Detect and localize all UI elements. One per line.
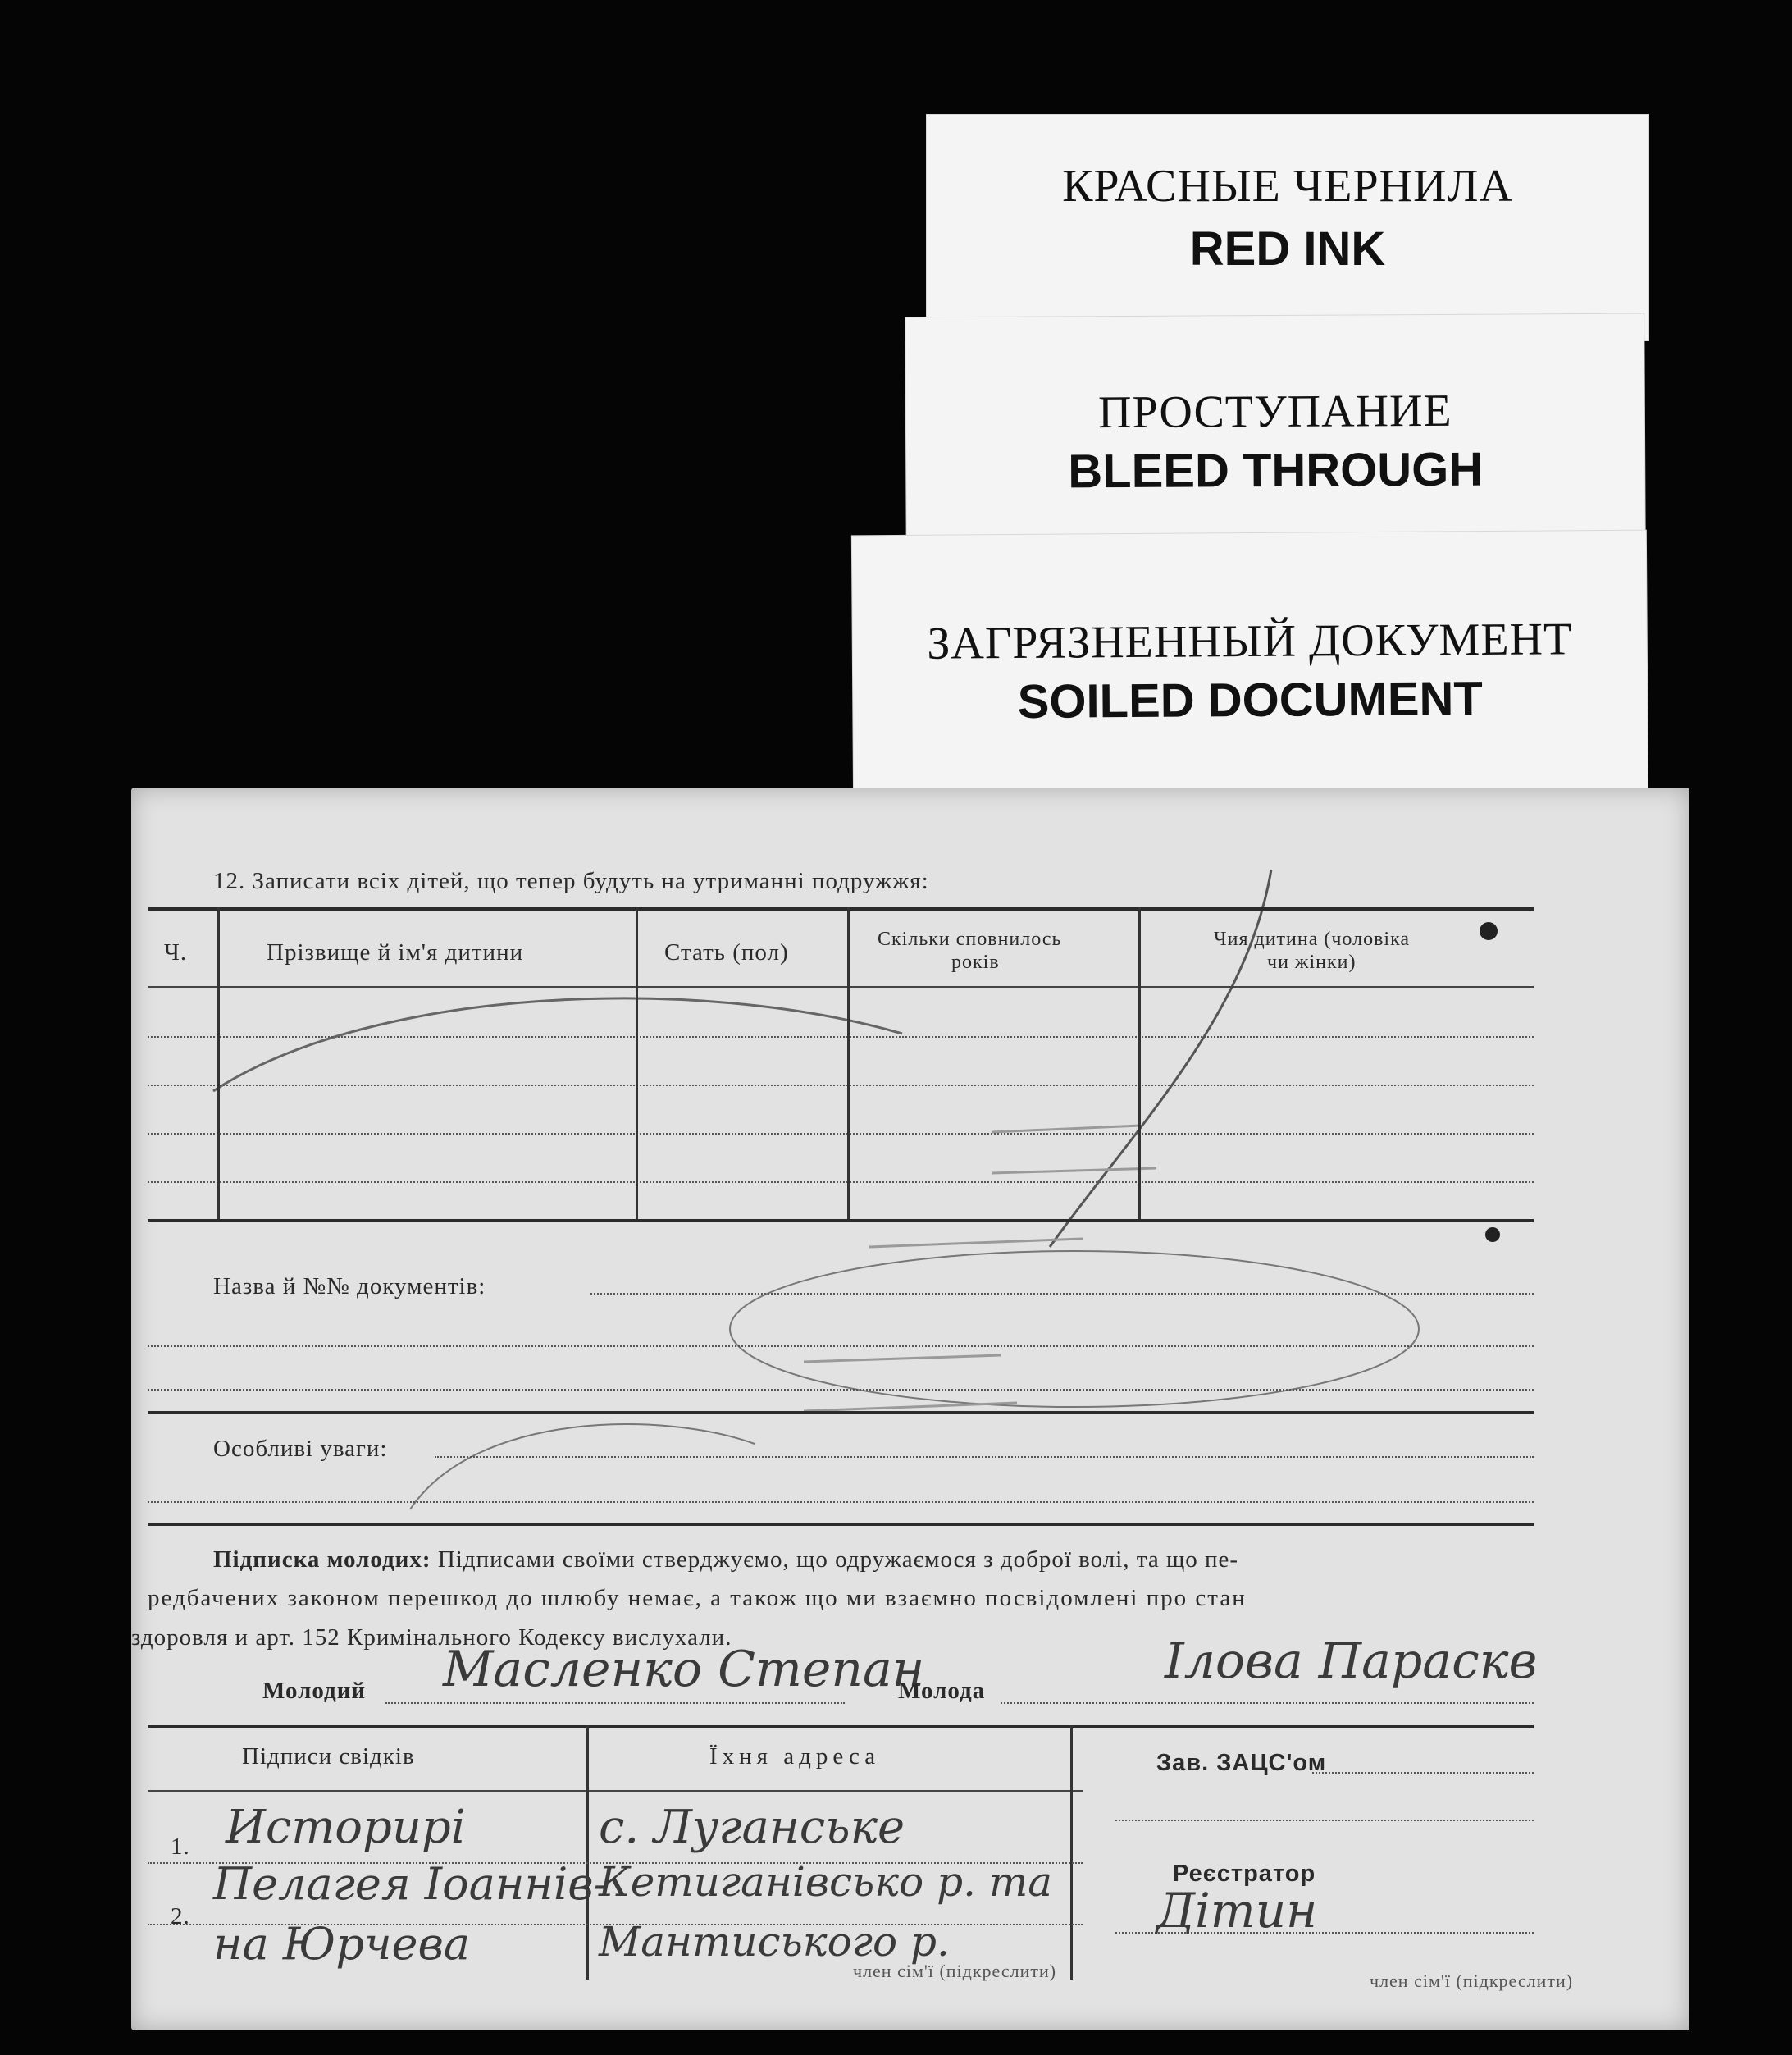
registrar-label: Реєстратор xyxy=(1173,1861,1316,1887)
registrar-upper-line xyxy=(1115,1820,1534,1821)
table-row-line xyxy=(148,1133,1534,1135)
declaration-title: Підписка молодих: xyxy=(213,1546,431,1573)
table-top-rule xyxy=(148,907,1534,911)
soiled-document-label-ru: ЗАГРЯЗНЕННЫЙ ДОКУМЕНТ xyxy=(927,614,1573,669)
bride-label: Молода xyxy=(898,1678,986,1704)
witness-header: Підписи свідків xyxy=(242,1743,415,1770)
remarks-bottom-rule xyxy=(148,1523,1534,1526)
table-bottom-rule xyxy=(148,1219,1534,1222)
witness-row-1-number: 1. xyxy=(171,1834,190,1860)
remarks-label: Особливі уваги: xyxy=(213,1436,388,1462)
bride-signature-line xyxy=(1001,1702,1534,1704)
witness-2-address-line2: Мантиського р. xyxy=(599,1918,950,1966)
address-header: Їхня адреса xyxy=(709,1743,881,1770)
declaration-text-1: Підписами своїми стверджуємо, що одружаємося з доброї волі, та що пе- xyxy=(437,1546,1239,1573)
witness-1-address: с. Луганське xyxy=(599,1801,905,1854)
bleed-through-label-en: BLEED THROUGH xyxy=(1068,442,1484,499)
groom-signature: Масленко Степан xyxy=(443,1641,925,1698)
bottom-note-left: член сім'ї (підкреслити) xyxy=(853,1961,1057,1981)
table-row-line xyxy=(148,1036,1534,1038)
table-col-divider xyxy=(636,907,638,1219)
marriage-record-form xyxy=(131,788,1689,2030)
bleed-through-slip xyxy=(905,314,1644,548)
groom-label: Молодий xyxy=(262,1678,367,1704)
registrar-signature: Дітин xyxy=(1156,1883,1318,1939)
documents-label: Назва й №№ документів: xyxy=(213,1273,486,1299)
col-header-whose-line1: Чия дитина (чоловіка xyxy=(1214,929,1411,950)
declaration-line-3: здоровля и арт. 152 Кримінального Кодексу вислухали. xyxy=(131,1624,732,1651)
soiled-document-slip xyxy=(852,531,1648,807)
witness-2-signature-line1: Пелагея Іоаннів- xyxy=(213,1858,609,1910)
table-col-divider xyxy=(1138,907,1141,1219)
groom-signature-line xyxy=(385,1702,845,1704)
col-header-child-name: Прізвище й ім'я дитини xyxy=(267,939,524,966)
table-row-line xyxy=(148,1085,1534,1086)
red-ink-label-en: RED INK xyxy=(1189,222,1386,276)
witness-table-top-rule xyxy=(148,1725,1534,1728)
col-header-age-line2: років xyxy=(951,952,1000,973)
remarks-line xyxy=(148,1501,1534,1503)
table-header-rule xyxy=(148,986,1534,988)
documents-line xyxy=(148,1345,1534,1347)
table-col-divider xyxy=(217,907,220,1219)
table-col-divider xyxy=(847,907,850,1219)
witness-1-signature: Историрі xyxy=(226,1801,466,1854)
witness-2-address-line1: Кетиганівсько р. та xyxy=(599,1858,1053,1906)
head-signature-line xyxy=(1312,1772,1534,1774)
red-ink-slip xyxy=(927,115,1648,340)
witness-col-divider xyxy=(1070,1725,1073,1980)
witness-row-2-number: 2. xyxy=(171,1903,190,1929)
col-header-sex: Стать (пол) xyxy=(664,939,789,966)
col-header-age-line1: Скільки сповнилось xyxy=(878,929,1062,950)
col-header-number: Ч. xyxy=(164,939,188,966)
col-header-whose-line2: чи жінки) xyxy=(1267,952,1357,973)
table-row-line xyxy=(148,1181,1534,1183)
witness-2-signature-line2: на Юрчева xyxy=(213,1918,471,1970)
bottom-note-right: член сім'ї (підкреслити) xyxy=(1370,1971,1574,1991)
remarks-line xyxy=(435,1456,1534,1458)
documents-bottom-rule xyxy=(148,1411,1534,1414)
witness-header-rule xyxy=(148,1790,1083,1792)
bride-signature: Ілова Параскв xyxy=(1165,1633,1538,1690)
head-of-registry-label: Зав. ЗАЦС'ом xyxy=(1156,1750,1327,1776)
section-12-label: 12. Записати всіх дітей, що тепер будуть на утриманні подружжя: xyxy=(213,868,929,894)
declaration-line-2: редбачених законом перешкод до шлюбу немає, а також що ми взаємно посвідомлені про стан xyxy=(148,1585,1247,1611)
bleed-through-label-ru: ПРОСТУПАНИЕ xyxy=(1097,385,1452,439)
documents-line xyxy=(590,1293,1534,1295)
documents-line xyxy=(148,1389,1534,1391)
red-ink-label-ru: КРАСНЫЕ ЧЕРНИЛА xyxy=(1062,161,1513,212)
declaration-line-1 xyxy=(213,1546,1238,1573)
witness-col-divider xyxy=(586,1725,589,1980)
soiled-document-label-en: SOILED DOCUMENT xyxy=(1017,672,1484,728)
